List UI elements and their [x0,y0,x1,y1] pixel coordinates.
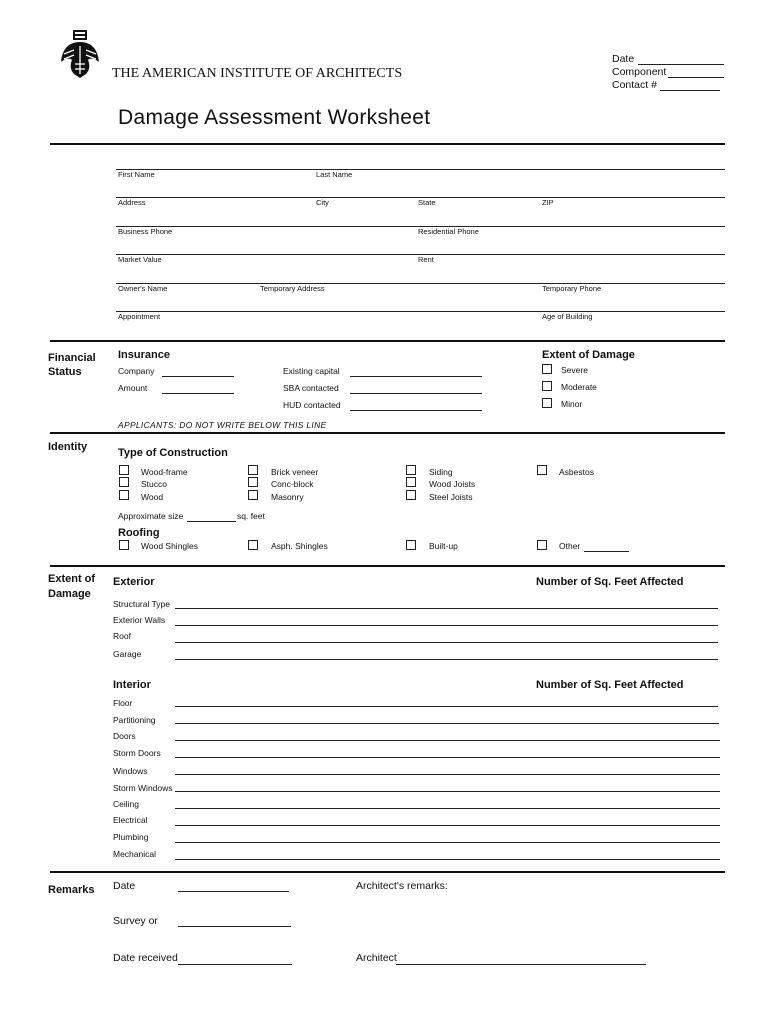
last-name-label: Last Name [316,170,353,179]
structural-type-label: Structural Type [113,599,171,609]
mechanical-label: Mechanical [113,849,156,859]
roofing-title: Roofing [118,527,160,539]
architect-label: Architect [356,952,397,964]
conc-block-label: Conc-block [271,479,314,489]
date-label: Date [612,53,635,65]
wood-joists-label: Wood Joists [429,479,476,489]
asbestos-label: Asbestos [559,467,594,477]
header-divider [50,143,725,145]
company-label: Company [118,366,155,376]
component-label: Component [612,66,667,78]
address-label: Address [118,198,146,207]
existing-capital-field[interactable] [350,376,482,377]
architects-remarks-label: Architect's remarks: [356,880,448,892]
surveyor-field[interactable] [178,926,291,927]
date-field[interactable] [638,64,724,65]
wood-label: Wood [141,492,164,502]
exterior-walls-field[interactable] [175,625,718,626]
storm-windows-label: Storm Windows [113,783,173,793]
date-received-field[interactable] [178,964,292,965]
ceiling-field[interactable] [175,808,720,809]
roof-label: Roof [113,631,131,641]
exterior-walls-label: Exterior Walls [113,615,166,625]
minor-checkbox[interactable] [542,398,552,408]
electrical-field[interactable] [175,825,720,826]
interior-title: Interior [113,679,151,691]
existing-capital-label: Existing capital [283,366,340,376]
siding-checkbox[interactable] [406,465,416,475]
page-title: Damage Assessment Worksheet [118,106,431,129]
temporary-address-label: Temporary Address [260,284,325,293]
approx-size-field[interactable] [187,521,236,522]
sba-contacted-field[interactable] [350,393,482,394]
plumbing-label: Plumbing [113,832,149,842]
org-name: THE AMERICAN INSTITUTE OF ARCHITECTS [112,66,403,81]
architect-field[interactable] [396,964,646,965]
sba-contacted-label: SBA contacted [283,383,339,393]
steel-joists-checkbox[interactable] [406,490,416,500]
storm-doors-label: Storm Doors [113,748,161,758]
partitioning-field[interactable] [175,723,719,724]
garage-field[interactable] [175,659,718,660]
exterior-title: Exterior [113,576,155,588]
mechanical-field[interactable] [175,859,720,860]
asph-shingles-checkbox[interactable] [248,540,258,550]
row-line-5[interactable] [116,311,725,312]
stucco-checkbox[interactable] [119,477,129,487]
rent-label: Rent [418,255,434,264]
appointment-label: Appointment [118,312,161,321]
windows-label: Windows [113,766,148,776]
row-line-4[interactable] [116,283,725,284]
storm-windows-field[interactable] [175,791,720,792]
wood-frame-checkbox[interactable] [119,465,129,475]
age-of-building-label: Age of Building [542,312,593,321]
severe-checkbox[interactable] [542,364,552,374]
surveyor-label: Survey or [113,915,158,927]
date-remark-field[interactable] [178,891,289,892]
stucco-label: Stucco [141,479,167,489]
insurance-title: Insurance [118,349,170,361]
amount-field[interactable] [162,393,234,394]
plumbing-field[interactable] [175,842,720,843]
type-of-construction-title: Type of Construction [118,447,228,459]
severe-label: Severe [561,365,588,375]
city-label: City [316,198,329,207]
masonry-label: Masonry [271,492,304,502]
identity-label: Identity [48,441,88,453]
amount-label: Amount [118,383,148,393]
structural-type-field[interactable] [175,608,718,609]
moderate-label: Moderate [561,382,597,392]
component-field[interactable] [668,77,724,78]
storm-doors-field[interactable] [175,757,720,758]
floor-label: Floor [113,698,133,708]
state-label: State [418,198,436,207]
built-up-label: Built-up [429,541,458,551]
exterior-sq-feet-title: Number of Sq. Feet Affected [536,576,684,588]
asph-shingles-label: Asph. Shingles [271,541,328,551]
built-up-checkbox[interactable] [406,540,416,550]
financial-status-label: Financial Status [48,352,96,378]
sq-feet-label: sq. feet [237,511,265,521]
windows-field[interactable] [175,774,720,775]
doors-field[interactable] [175,740,720,741]
extent-of-damage-label: Extent of Damage [48,573,96,600]
first-name-label: First Name [118,170,155,179]
other-label: Other [559,541,581,551]
steel-joists-label: Steel Joists [429,492,473,502]
extent-divider [50,565,725,567]
name-line[interactable] [116,169,725,170]
wood-shingles-label: Wood Shingles [141,541,199,551]
hud-contacted-field[interactable] [350,410,482,411]
financial-divider [50,340,725,342]
other-field[interactable] [584,551,629,552]
contact-field[interactable] [660,90,720,91]
wood-checkbox[interactable] [119,490,129,500]
residential-phone-label: Residential Phone [418,227,479,236]
conc-block-checkbox[interactable] [248,477,258,487]
wood-shingles-checkbox[interactable] [119,540,129,550]
approx-size-label: Approximate size [118,511,184,521]
remarks-label: Remarks [48,884,95,896]
zip-label: ZIP [542,198,554,207]
business-phone-label: Business Phone [118,227,173,236]
moderate-checkbox[interactable] [542,381,552,391]
date-remark-label: Date [113,880,136,892]
electrical-label: Electrical [113,815,148,825]
asbestos-checkbox[interactable] [537,465,547,475]
ceiling-label: Ceiling [113,799,139,809]
masonry-checkbox[interactable] [248,490,258,500]
interior-sq-feet-title: Number of Sq. Feet Affected [536,679,684,691]
wood-joists-checkbox[interactable] [406,477,416,487]
extent-of-damage-title: Extent of Damage [542,349,635,361]
temporary-phone-label: Temporary Phone [542,284,602,293]
identity-divider [50,432,725,434]
brick-veneer-checkbox[interactable] [248,465,258,475]
other-checkbox[interactable] [537,540,547,550]
roof-field[interactable] [175,642,718,643]
brick-veneer-label: Brick veneer [271,467,319,477]
floor-field[interactable] [175,706,718,707]
owners-name-label: Owner's Name [118,284,168,293]
doors-label: Doors [113,731,136,741]
minor-label: Minor [561,399,583,409]
market-value-label: Market Value [118,255,162,264]
date-received-label: Date received [113,952,178,964]
contact-label: Contact # [612,79,657,91]
partitioning-label: Partitioning [113,715,156,725]
aia-eagle-logo [58,28,102,80]
hud-contacted-label: HUD contacted [283,400,341,410]
applicants-notice: APPLICANTS: DO NOT WRITE BELOW THIS LINE [118,420,327,430]
garage-label: Garage [113,649,142,659]
company-field[interactable] [162,376,234,377]
wood-frame-label: Wood-frame [141,467,188,477]
siding-label: Siding [429,467,453,477]
remarks-divider [50,871,725,873]
